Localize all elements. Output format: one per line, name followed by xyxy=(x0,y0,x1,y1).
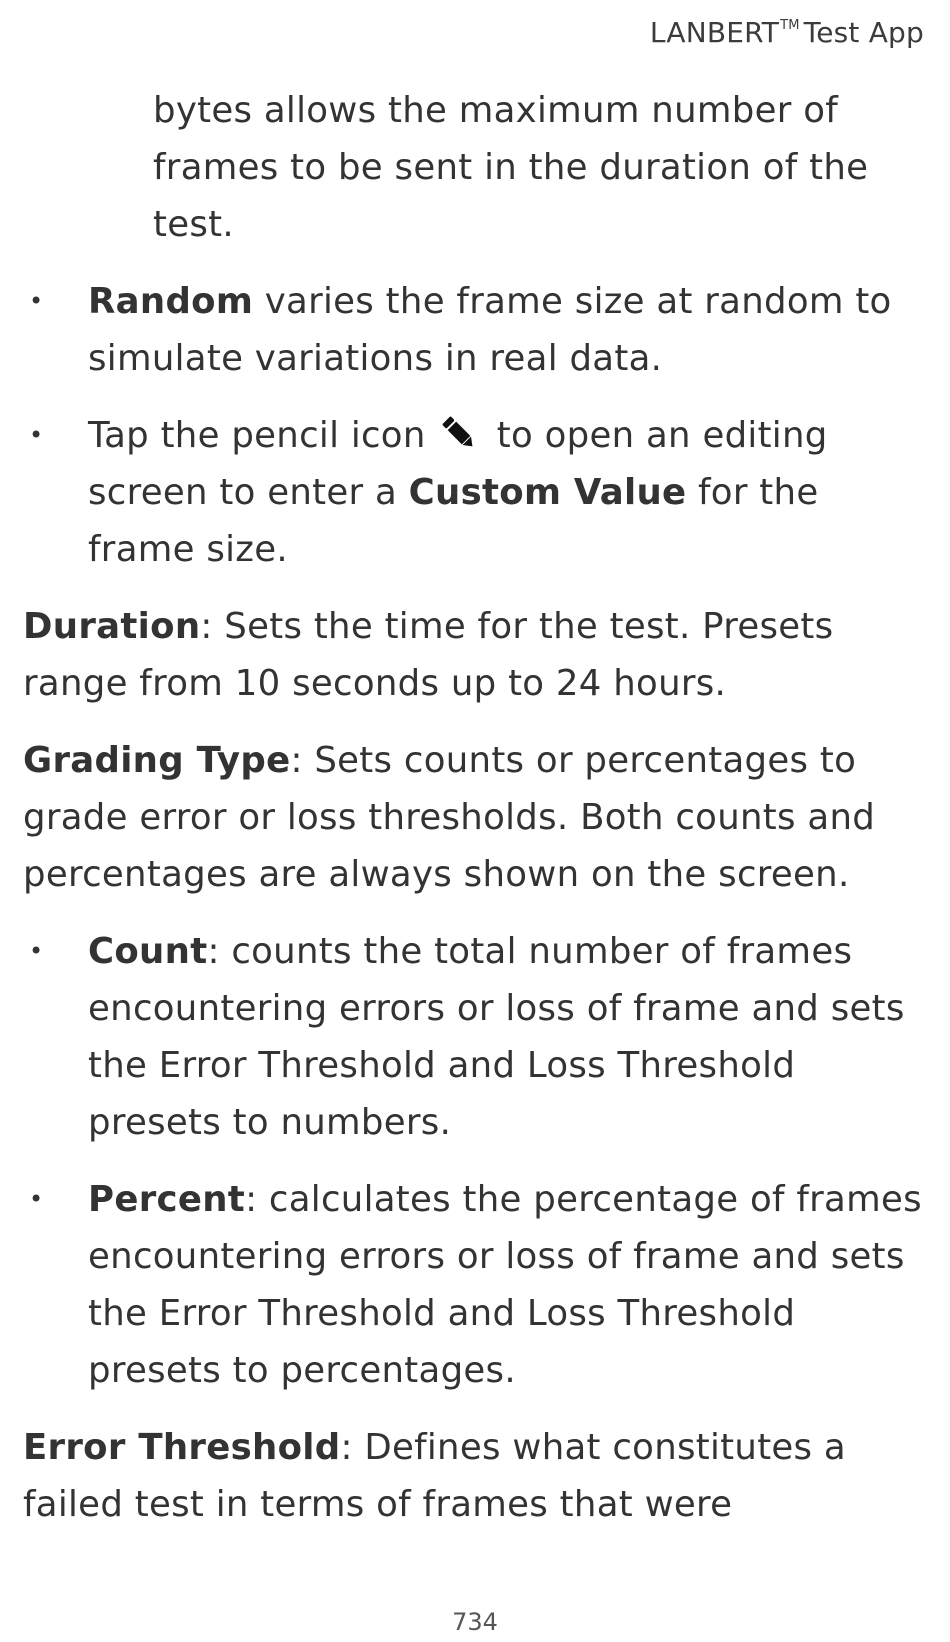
term-custom-value: Custom Value xyxy=(408,472,687,513)
grading-type-description: : Sets counts or percentages to grade error or loss thresholds. Both counts and percentages are always shown on the screen. xyxy=(23,740,876,895)
document-header xyxy=(650,16,924,49)
bullet-icon: • xyxy=(29,421,44,449)
pencil-instruction-start: Tap the pencil icon xyxy=(88,415,438,456)
page-number: 734 xyxy=(452,1608,498,1636)
count-description: : counts the total number of frames encountering errors or loss of frame and sets the Error Threshold and Loss Threshold presets to numbers. xyxy=(88,931,905,1143)
term-count: Count xyxy=(88,931,208,972)
term-duration: Duration xyxy=(23,606,201,647)
list-item-custom-value xyxy=(23,407,935,578)
custom-value-description: for the frame size. xyxy=(88,472,819,570)
bullet-icon: • xyxy=(29,937,44,965)
frame-size-options-list xyxy=(23,273,935,578)
percent-description: : calculates the percentage of frames encountering errors or loss of frame and sets the Error Threshold and Loss Threshold presets to percentages. xyxy=(88,1179,922,1391)
grading-options-list xyxy=(23,923,935,1399)
header-brand: LANBERT xyxy=(649,16,780,49)
pencil-icon xyxy=(439,413,479,453)
grading-type-paragraph xyxy=(23,732,935,903)
duration-paragraph xyxy=(23,598,935,712)
duration-description: : Sets the time for the test. Presets range from 10 seconds up to 24 hours. xyxy=(23,606,834,704)
bullet-icon: • xyxy=(29,287,44,315)
term-random: Random xyxy=(88,281,254,322)
list-item-percent xyxy=(23,1171,935,1399)
pencil-instruction-mid: to open an editing screen to enter a xyxy=(88,415,828,513)
header-app-name: Test App xyxy=(803,16,924,49)
random-description: varies the frame size at random to simulate variations in real data. xyxy=(88,281,892,379)
page-content xyxy=(23,82,935,1553)
list-item-count xyxy=(23,923,935,1151)
list-item-random xyxy=(23,273,935,387)
error-threshold-description: : Defines what constitutes a failed test in terms of frames that were xyxy=(23,1427,846,1525)
trademark-mark: TM xyxy=(780,18,800,33)
term-percent: Percent xyxy=(88,1179,246,1220)
continued-paragraph: bytes allows the maximum number of frames to be sent in the duration of the test. xyxy=(153,90,869,245)
term-error-threshold: Error Threshold xyxy=(23,1427,341,1468)
error-threshold-paragraph xyxy=(23,1419,935,1533)
term-grading-type: Grading Type xyxy=(23,740,291,781)
bullet-icon: • xyxy=(29,1185,44,1213)
